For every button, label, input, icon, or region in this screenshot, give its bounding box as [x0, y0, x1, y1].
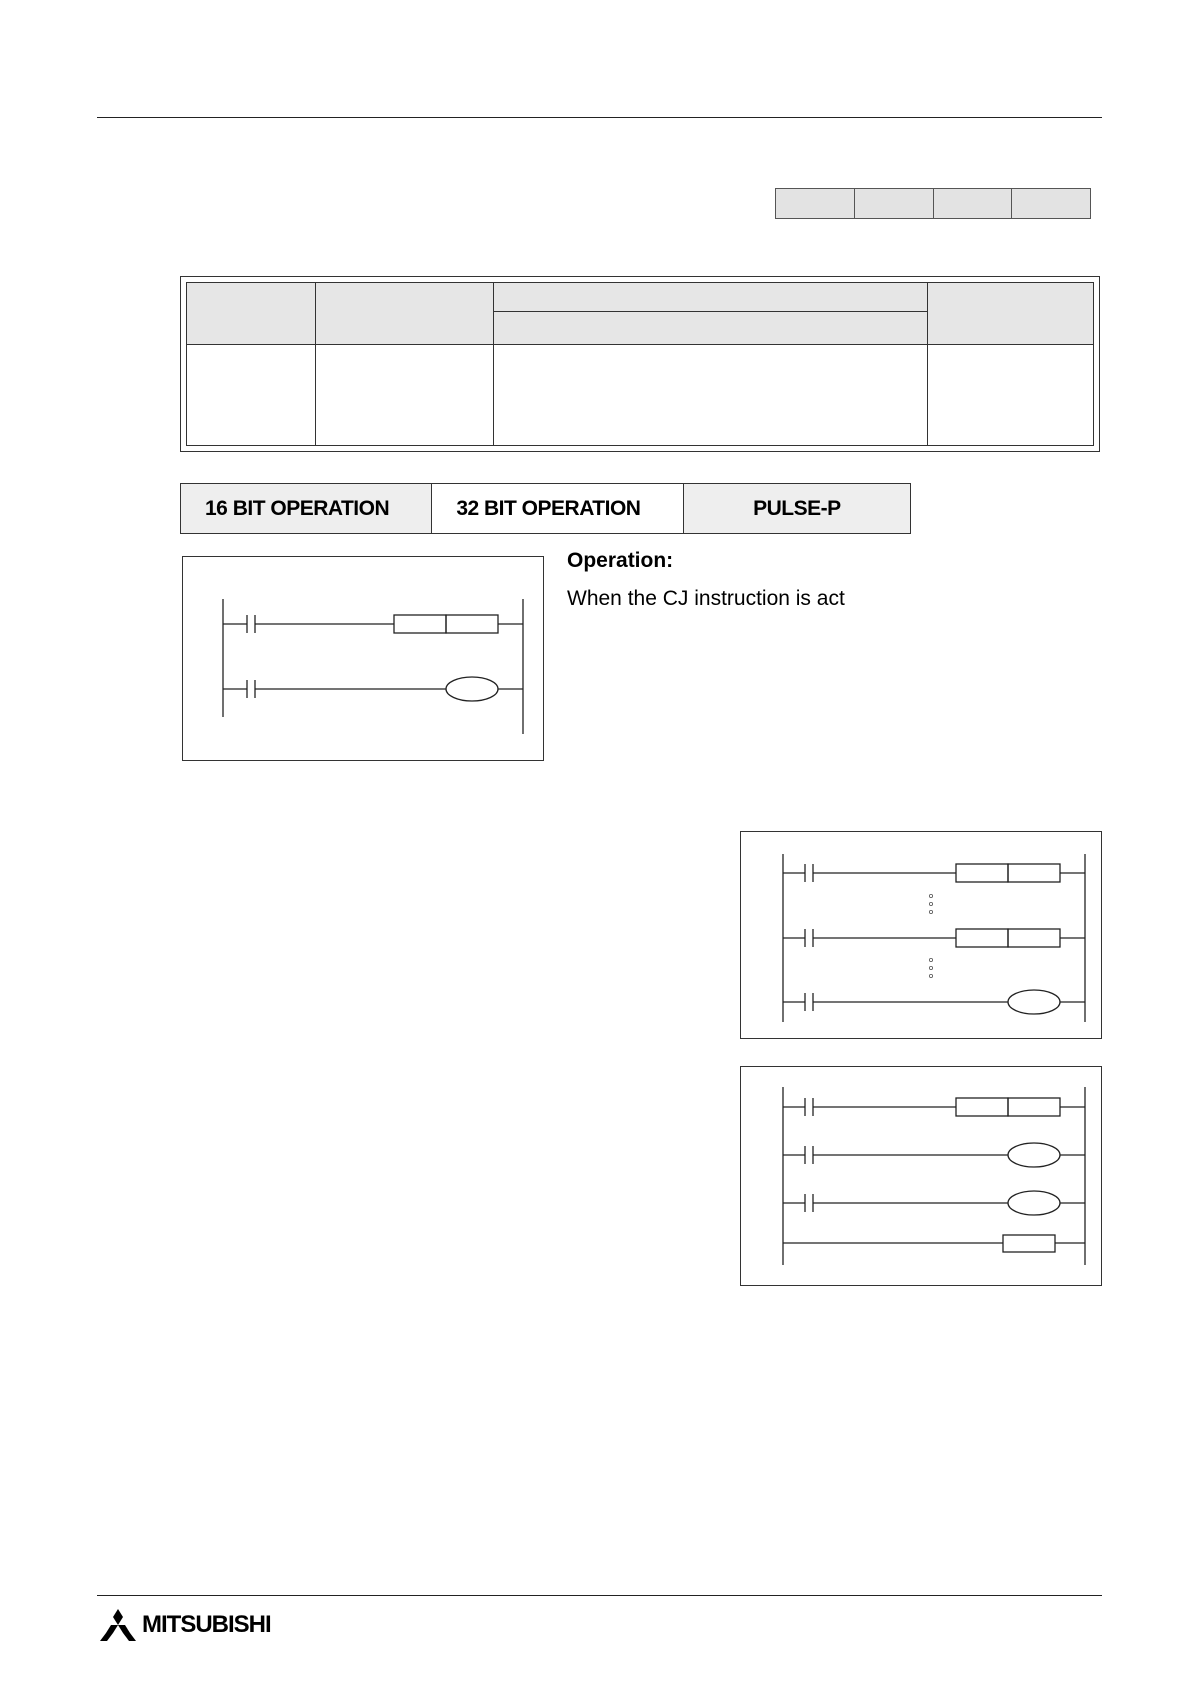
table-cell	[928, 345, 1094, 446]
table-cell	[316, 345, 494, 446]
table-cell	[187, 345, 316, 446]
table-header-cell	[494, 283, 928, 312]
operation-description: When the CJ instruction is act	[567, 587, 845, 610]
ladder-diagram-multi-jump	[740, 831, 1102, 1039]
coil-icon	[1008, 1191, 1060, 1215]
bit32-operation-label: 32 BIT OPERATION	[432, 484, 683, 533]
three-diamonds-icon	[100, 1609, 136, 1641]
header-cell	[855, 189, 934, 218]
instruction-box	[956, 864, 1008, 882]
operand-box	[446, 615, 498, 633]
bottom-rule	[97, 1595, 1102, 1596]
header-cell	[934, 189, 1013, 218]
operand-box	[1008, 1098, 1060, 1116]
operand-box	[1008, 929, 1060, 947]
brand-name: MITSUBISHI	[142, 1611, 271, 1638]
bit16-operation-label: 16 BIT OPERATION	[181, 484, 432, 533]
instruction-box	[956, 929, 1008, 947]
instruction-summary-table	[180, 276, 1100, 452]
operand-box	[1008, 864, 1060, 882]
header-cell-strip	[775, 188, 1091, 219]
end-instruction-box	[1003, 1235, 1055, 1252]
header-cell	[1012, 189, 1090, 218]
table-header-cell	[187, 283, 316, 345]
instruction-box	[394, 615, 446, 633]
top-rule	[97, 117, 1102, 118]
operation-heading: Operation:	[567, 549, 674, 572]
instruction-box	[956, 1098, 1008, 1116]
ladder-diagram-end-jump	[740, 1066, 1102, 1286]
table-subheader-cell	[494, 312, 928, 345]
ellipsis-dots	[929, 894, 932, 977]
operation-mode-bar	[180, 483, 911, 534]
header-cell	[776, 189, 855, 218]
coil-icon	[1008, 990, 1060, 1014]
coil-icon	[446, 677, 498, 701]
mitsubishi-logo	[100, 1609, 271, 1641]
pulse-operation-label: PULSE-P	[684, 484, 910, 533]
coil-icon	[1008, 1143, 1060, 1167]
table-cell	[494, 345, 928, 446]
table-header-cell	[316, 283, 494, 345]
table-header-cell	[928, 283, 1094, 345]
ladder-diagram-basic	[182, 556, 544, 761]
